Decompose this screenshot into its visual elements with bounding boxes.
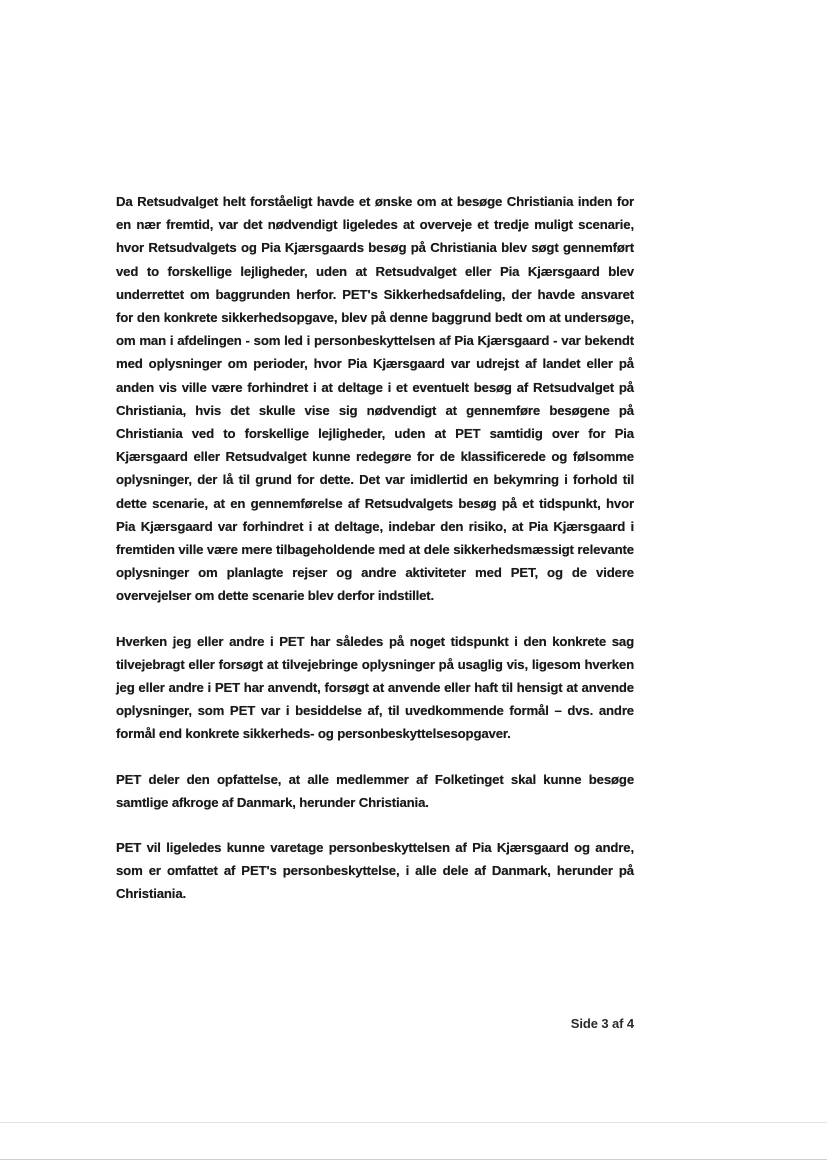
paragraph-3: PET deler den opfattelse, at alle medlemmer af Folketinget skal kunne besøge samtlige afkroge af Danmark, herunder Christiania.	[116, 771, 634, 810]
scan-artifact-line	[0, 1122, 827, 1123]
scan-artifact-line	[0, 1159, 827, 1160]
paragraph-2: Hverken jeg eller andre i PET har således på noget tidspunkt i den konkrete sag tilvejebragt eller forsøgt at tilvejebringe oplysninger på usaglig vis, ligesom hverken jeg eller andre i PET har anvendt, forsøgt at anvende eller haft til hensigt at anvende oplysninger, som PET var i besiddelse af, til uvedkommende formål – dvs. andre formål end konkrete sikkerheds- og personbeskyttelsesopgaver.	[116, 633, 634, 742]
paragraph-4: PET vil ligeledes kunne varetage personbeskyttelsen af Pia Kjærsgaard og andre, som er omfattet af PET's personbeskyttelse, i alle dele af Danmark, herunder på Christiania.	[116, 840, 634, 902]
paragraph-1: Da Retsudvalget helt forståeligt havde et ønske om at besøge Christiania inden for en nær fremtid, var det nødvendigt ligeledes at overveje et tredje muligt scenarie, hvor Retsudvalgets og Pia Kjærsgaards besøg på Christiania blev søgt gennemført ved to forskellige lejligheder, uden at Retsudvalget eller Pia Kjærsgaard blev underrettet om baggrunden herfor. PET's Sikkerhedsafdeling, der havde ansvaret for den konkrete sikkerhedsopgave, blev på denne baggrund bedt om at undersøge, om man i afdelingen - som led i personbeskyttelsen af Pia Kjærsgaard - var bekendt med oplysninger om perioder, hvor Pia Kjærsgaard var udrejst af landet eller på anden vis ville være forhindret i at deltage i et eventuelt besøg af Retsudvalget på Christiania, hvis det skulle vise sig nødvendigt at gennemføre besøgene på Christiania ved to forskellige lejligheder, uden at PET samtidig over for Pia Kjærsgaard eller Retsudvalget kunne redegøre for de klassificerede og følsomme oplysninger, der lå til grund for dette. Det var imidlertid en bekymring i forhold til dette scenarie, at en gennemførelse af Retsudvalgets besøg på et tidspunkt, hvor Pia Kjærsgaard var forhindret i at deltage, indebar den risiko, at Pia Kjærsgaard i fremtiden ville være mere tilbageholdende med at dele sikkerhedsmæssigt relevante oplysninger om planlagte rejser og andre aktiviteter med PET, og de videre overvejelser om dette scenarie blev derfor indstillet.	[116, 194, 634, 604]
document-body	[116, 190, 634, 906]
page-number: Side 3 af 4	[570, 1016, 634, 1031]
